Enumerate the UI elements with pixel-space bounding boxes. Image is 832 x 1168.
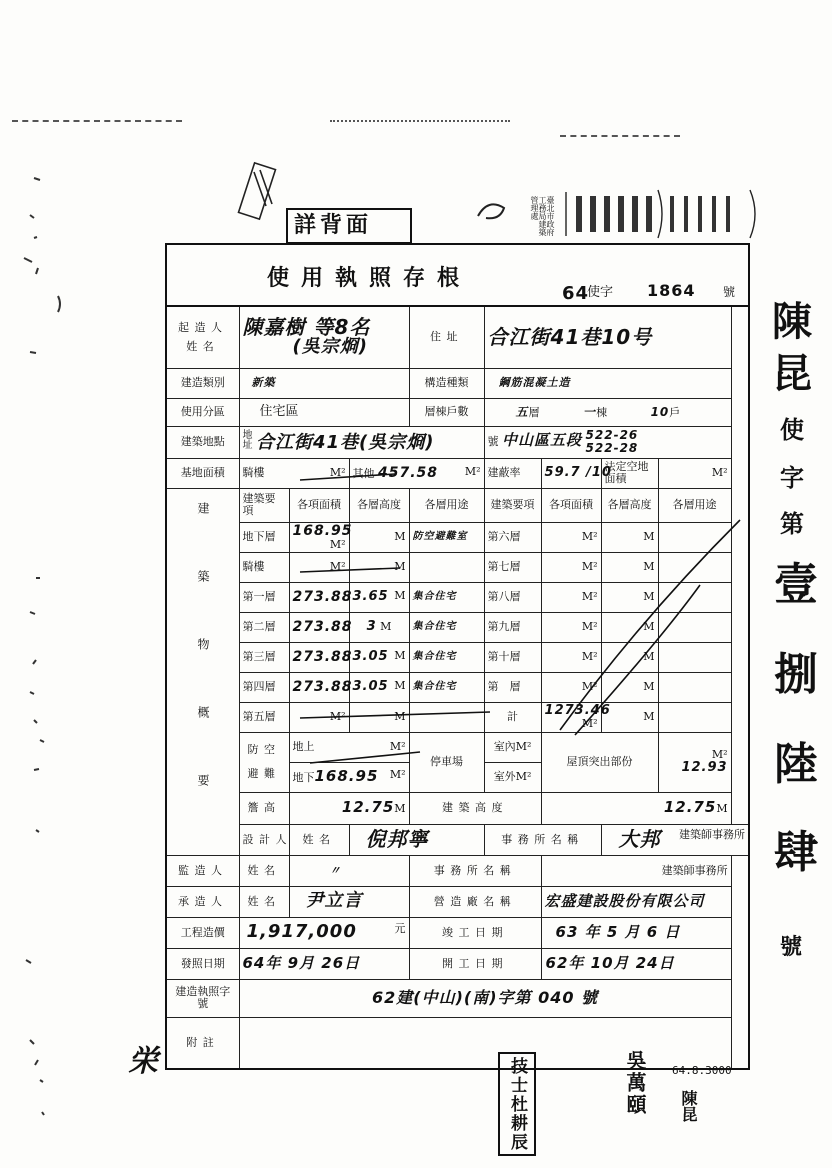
contractor-name: 尹立言 <box>289 886 409 917</box>
margin-mark: 栄 <box>128 1044 159 1079</box>
issue-date: 64年 9月 26日 <box>239 948 409 979</box>
table-row: 騎樓 M² M 第七層 M² M <box>166 552 749 582</box>
technician-seal: 技士杜耕辰 <box>498 1052 536 1156</box>
contractor-firm: 宏盛建設股份有限公司 <box>541 886 731 917</box>
permit-number-label: 使字 <box>587 285 614 300</box>
coverage-value: 59.7 /10 <box>541 458 601 488</box>
permit-no-label: 建造執照字號 <box>166 979 239 1017</box>
issue-date-label: 發照日期 <box>166 948 239 979</box>
detail-stamp-text: 詳背面 <box>294 213 373 238</box>
building-height-label: 建築高度 <box>409 792 541 824</box>
building-overview-label: 建築物概要 <box>166 488 239 855</box>
site-lot: 中山區五段 <box>502 431 583 449</box>
right-footer-seal: 陳昆 <box>679 1090 698 1122</box>
owner-label: 起造人 姓名 <box>166 306 239 368</box>
reviewer-seal: 吳萬頤 <box>623 1050 647 1116</box>
side-strip: 陳 昆 使 字 第 壹 捌 陸 肆 號 <box>772 299 818 960</box>
owner-representative: (吳宗烱) <box>292 336 368 358</box>
permit-number-value: 1864 <box>647 281 696 300</box>
supervisor-name: 〃 <box>289 855 409 886</box>
floors-units-label: 層棟戶數 <box>409 398 484 426</box>
completion-date: 63 年 5 月 6 日 <box>541 917 731 948</box>
permit-record-table: 起造人 姓名 陳嘉樹 等8名 (吳宗烱) 住址 合江街41巷10号 建造類別 新築 構造種類 鋼筋混凝土造 使用分區 住宅區 層棟戶數 五層 一棟 10戶 建築地點 地址 合江街41巷(吳宗烱) 號 中山區五段 522-26 522-28 基地面積 騎樓 M² 其他 457.58 M² 建蔽率 59.7 /10 法定空地面積 M² 建築物概要 建築要項 各項面積 各層高度 各層用途 建築要項 各項面積 各層高度 各層用途 地下層 168.95 M² M 防空避難室 第六層 M² M 騎樓 M² M 第七層 M² M 第一層 273.88 3.65 M 集合住宅 第八層 M² M 第二層 273.88 3 M 集合住宅 第九層 M² M 第三層 273.88 3.05 M 集合住宅 第十層 M² M 第四層 273.88 3.05 M 集合住宅 第 層 M² M 第五層 M² M 計 1273.46 M² M 防空 避難 地上 M² 停車場 室內M² 屋頂突出部份 M² 12.93 地下168.95 M² 室外M² 簷高 12.75M 建築高度 12.75M 設計人 姓名 倪邦寧 事務所名稱 大邦 建築師事務所 監造人 姓名 〃 事務所名稱 建築師事務所 承造人 姓名 尹立言 營造廠名稱 宏盛建設股份有限公司 工程造價 1,917,000 元 竣工日期 63 年 5 月 6 日 發照日期 64年 9月 26日 開工日期 62年 10月 24日 建造執照字號 62建(中山)(南)字第 040 號 附註 <box>165 305 750 1070</box>
table-row: 地下層 168.95 M² M 防空避難室 第六層 M² M <box>166 522 749 552</box>
remarks-label: 附註 <box>166 1017 239 1069</box>
civil-defense-label: 防空 避難 <box>239 732 289 792</box>
cost-label: 工程造價 <box>166 917 239 948</box>
roof-label: 屋頂突出部份 <box>541 732 658 792</box>
col-item-right: 建築要項 <box>484 488 541 522</box>
owner-name: 陳嘉樹 等8名 <box>242 315 371 340</box>
site-area-label: 基地面積 <box>166 458 239 488</box>
table-row: 第一層 273.88 3.65 M 集合住宅 第八層 M² M <box>166 582 749 612</box>
col-use-right: 各層用途 <box>658 488 731 522</box>
col-area-right: 各項面積 <box>541 488 601 522</box>
issuing-stamp: 臺北市政府工務局建築管理處 <box>530 196 555 236</box>
permit-no-value: 62建(中山)(南)字第 040 號 <box>239 979 731 1017</box>
floors-units-value: 五層 一棟 10戶 <box>484 398 731 426</box>
permit-number-suffix: 號 <box>723 285 736 299</box>
site-address: 合江街41巷(吳宗烱) <box>256 432 435 454</box>
site-lot-cell: 號 中山區五段 522-26 522-28 <box>484 426 731 458</box>
use-zone-value: 住宅區 <box>239 398 409 426</box>
table-row: 第四層 273.88 3.05 M 集合住宅 第 層 M² M <box>166 672 749 702</box>
parking-indoor: 室內M² <box>484 732 541 762</box>
building-category-value: 新築 <box>239 368 409 398</box>
table-row: 第三層 273.88 3.05 M 集合住宅 第十層 M² M <box>166 642 749 672</box>
supervisor-office: 建築師事務所 <box>541 855 731 886</box>
cost-value: 1,917,000 元 <box>239 917 409 948</box>
paper-code: 64.8.3000 <box>672 1064 732 1077</box>
table-row: 第五層 M² M 計 1273.46 M² M <box>166 702 749 732</box>
parking-outdoor: 室外M² <box>484 762 541 792</box>
other-area-cell: 其他 457.58 M² <box>349 458 484 488</box>
address-label: 住址 <box>409 306 484 368</box>
start-date: 62年 10月 24日 <box>541 948 731 979</box>
building-category-label: 建造類別 <box>166 368 239 398</box>
building-height-value: 12.75M <box>541 792 731 824</box>
arcade-area-cell: 騎樓 M² <box>239 458 349 488</box>
col-item-left: 建築要項 <box>239 488 289 522</box>
supervisor-label: 監造人 <box>166 855 239 886</box>
designer-name: 倪邦寧 <box>349 824 484 855</box>
col-use-left: 各層用途 <box>409 488 484 522</box>
structure-type-label: 構造種類 <box>409 368 484 398</box>
table-row: 第二層 273.88 3 M 集合住宅 第九層 M² M <box>166 612 749 642</box>
roof-value-cell: M² 12.93 <box>658 732 731 792</box>
form-title: 使用執照存根 <box>267 265 472 291</box>
site-label: 建築地點 <box>166 426 239 458</box>
parking-label: 停車場 <box>409 732 484 792</box>
owner-address: 合江街41巷10号 <box>484 306 731 368</box>
designer-label: 設計人 <box>239 824 289 855</box>
col-height-left: 各層高度 <box>349 488 409 522</box>
permit-number-prefix: 64 <box>562 283 590 304</box>
designer-office: 大邦 建築師事務所 <box>601 824 749 855</box>
site-address-cell: 地址 合江街41巷(吳宗烱) <box>239 426 484 458</box>
defense-above-cell: 地上 M² <box>289 732 409 762</box>
open-space-value: M² <box>658 458 731 488</box>
use-zone-label: 使用分區 <box>166 398 239 426</box>
structure-type-value: 鋼筋混凝土造 <box>484 368 731 398</box>
col-area-left: 各項面積 <box>289 488 349 522</box>
contractor-label: 承造人 <box>166 886 239 917</box>
coverage-label: 建蔽率 <box>484 458 541 488</box>
eave-height-value: 12.75M <box>289 792 409 824</box>
site-lot-numbers: 522-26 522-28 <box>585 427 639 455</box>
open-space-label: 法定空地面積 <box>601 458 658 488</box>
eave-height-label: 簷高 <box>239 792 289 824</box>
col-height-right: 各層高度 <box>601 488 658 522</box>
defense-below-cell: 地下168.95 M² <box>289 762 409 792</box>
